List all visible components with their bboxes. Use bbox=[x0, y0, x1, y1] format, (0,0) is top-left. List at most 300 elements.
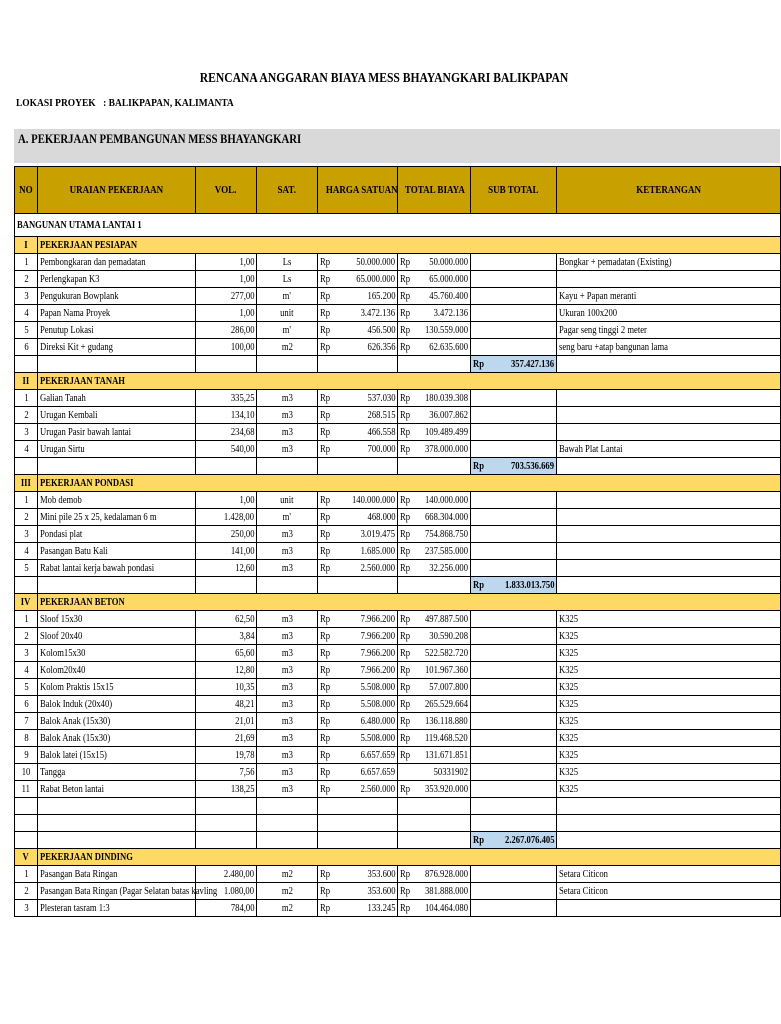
currency-label: Rp bbox=[320, 511, 331, 523]
blank-cell bbox=[398, 798, 471, 815]
item-total-cost bbox=[398, 492, 471, 509]
item-number: 11 bbox=[15, 781, 38, 798]
item-total-cost bbox=[398, 339, 471, 356]
table-row bbox=[15, 866, 781, 883]
subtotal-value: 703.536.669 bbox=[511, 460, 554, 472]
item-total-cost bbox=[398, 764, 471, 781]
table-row bbox=[15, 390, 781, 407]
blank-cell bbox=[318, 458, 398, 475]
currency-label: Rp bbox=[400, 783, 411, 795]
item-unit-price bbox=[318, 424, 398, 441]
currency-label: Rp bbox=[400, 273, 411, 285]
item-total-cost bbox=[398, 866, 471, 883]
item-unit: m' bbox=[257, 509, 318, 526]
item-description: Balok Anak (15x30) bbox=[38, 713, 196, 730]
item-volume: 100,00 bbox=[196, 339, 257, 356]
currency-label: Rp bbox=[400, 885, 411, 897]
item-volume: 250,00 bbox=[196, 526, 257, 543]
currency-label: Rp bbox=[473, 579, 485, 591]
item-subtotal bbox=[471, 696, 557, 713]
currency-label: Rp bbox=[320, 545, 331, 557]
header-volume: VOL. bbox=[196, 167, 257, 214]
item-description: Urugan Sirtu bbox=[38, 441, 196, 458]
blank-cell bbox=[398, 356, 471, 373]
item-unit: m3 bbox=[257, 424, 318, 441]
price-value: 5.508.000 bbox=[360, 732, 395, 744]
item-unit-price bbox=[318, 288, 398, 305]
item-notes bbox=[557, 543, 781, 560]
item-unit-price bbox=[318, 526, 398, 543]
item-subtotal bbox=[471, 866, 557, 883]
item-unit: m3 bbox=[257, 645, 318, 662]
category-label: BANGUNAN UTAMA LANTAI 1 bbox=[15, 214, 781, 237]
item-unit: m3 bbox=[257, 526, 318, 543]
blank-cell bbox=[38, 815, 196, 832]
item-subtotal bbox=[471, 492, 557, 509]
item-description: Sloof 20x40 bbox=[38, 628, 196, 645]
item-number: 10 bbox=[15, 764, 38, 781]
blank-cell bbox=[257, 798, 318, 815]
table-row bbox=[15, 883, 781, 900]
header-subtotal: SUB TOTAL bbox=[471, 167, 557, 214]
currency-label: Rp bbox=[320, 647, 331, 659]
total-value: 265.529.664 bbox=[425, 698, 468, 710]
table-row bbox=[15, 305, 781, 322]
subtotal-row bbox=[15, 577, 781, 594]
item-description: Direksi Kit + gudang bbox=[38, 339, 196, 356]
item-unit: m3 bbox=[257, 611, 318, 628]
item-unit: Ls bbox=[257, 254, 318, 271]
currency-label: Rp bbox=[320, 613, 331, 625]
item-unit-price bbox=[318, 747, 398, 764]
blank-cell bbox=[196, 577, 257, 594]
currency-label: Rp bbox=[473, 358, 485, 370]
currency-label: Rp bbox=[400, 443, 411, 455]
item-description: Kolom Praktis 15x15 bbox=[38, 679, 196, 696]
item-unit: m3 bbox=[257, 764, 318, 781]
blank-row bbox=[15, 815, 781, 832]
item-volume: 2.480,00 bbox=[196, 866, 257, 883]
currency-label: Rp bbox=[400, 732, 411, 744]
item-unit: Ls bbox=[257, 271, 318, 288]
group-title: PEKERJAAN BETON bbox=[38, 594, 781, 611]
price-value: 7.966.200 bbox=[360, 647, 395, 659]
blank-cell bbox=[471, 815, 557, 832]
currency-label: Rp bbox=[320, 256, 331, 268]
item-total-cost bbox=[398, 628, 471, 645]
item-number: 2 bbox=[15, 628, 38, 645]
table-row bbox=[15, 628, 781, 645]
item-number: 9 bbox=[15, 747, 38, 764]
blank-cell bbox=[38, 458, 196, 475]
total-value: 180.039.308 bbox=[425, 392, 468, 404]
group-number: V bbox=[15, 849, 38, 866]
currency-label: Rp bbox=[400, 409, 411, 421]
table-row bbox=[15, 339, 781, 356]
blank-cell bbox=[398, 815, 471, 832]
blank-cell bbox=[196, 458, 257, 475]
total-value: 353.920.000 bbox=[425, 783, 468, 795]
blank-cell bbox=[318, 356, 398, 373]
blank-cell bbox=[196, 815, 257, 832]
item-unit: m3 bbox=[257, 441, 318, 458]
item-description: Urugan Kembali bbox=[38, 407, 196, 424]
item-volume: 1,00 bbox=[196, 305, 257, 322]
blank-cell bbox=[257, 832, 318, 849]
group-header-row bbox=[15, 475, 781, 492]
currency-label: Rp bbox=[400, 749, 411, 761]
item-volume: 12,60 bbox=[196, 560, 257, 577]
currency-label: Rp bbox=[320, 868, 331, 880]
item-total-cost bbox=[398, 322, 471, 339]
item-unit-price bbox=[318, 866, 398, 883]
category-row bbox=[15, 214, 781, 237]
blank-cell bbox=[196, 832, 257, 849]
total-value: 136.118.880 bbox=[425, 715, 468, 727]
blank-cell bbox=[557, 458, 781, 475]
item-description: Pengukuran Bowplank bbox=[38, 288, 196, 305]
currency-label: Rp bbox=[320, 409, 331, 421]
item-volume: 12,80 bbox=[196, 662, 257, 679]
price-value: 165.200 bbox=[367, 290, 395, 302]
item-subtotal bbox=[471, 339, 557, 356]
blank-cell bbox=[257, 815, 318, 832]
item-number: 4 bbox=[15, 662, 38, 679]
price-value: 2.560.000 bbox=[360, 783, 395, 795]
currency-label: Rp bbox=[400, 647, 411, 659]
item-notes bbox=[557, 424, 781, 441]
item-notes: K325 bbox=[557, 662, 781, 679]
blank-cell bbox=[15, 798, 38, 815]
item-volume: 19,78 bbox=[196, 747, 257, 764]
total-value: 754.868.750 bbox=[425, 528, 468, 540]
item-subtotal bbox=[471, 271, 557, 288]
item-volume: 335,25 bbox=[196, 390, 257, 407]
item-unit: m3 bbox=[257, 662, 318, 679]
item-description: Pasangan Bata Ringan bbox=[38, 866, 196, 883]
item-number: 4 bbox=[15, 543, 38, 560]
header-unit-price: HARGA SATUAN bbox=[318, 167, 398, 214]
table-row bbox=[15, 271, 781, 288]
blank-cell bbox=[557, 815, 781, 832]
currency-label: Rp bbox=[400, 562, 411, 574]
header-description: URAIAN PEKERJAAN bbox=[38, 167, 196, 214]
item-notes: K325 bbox=[557, 611, 781, 628]
item-subtotal bbox=[471, 747, 557, 764]
item-number: 3 bbox=[15, 900, 38, 917]
group-number: I bbox=[15, 237, 38, 254]
item-notes bbox=[557, 560, 781, 577]
table-row bbox=[15, 713, 781, 730]
item-unit-price bbox=[318, 254, 398, 271]
item-volume: 21,69 bbox=[196, 730, 257, 747]
blank-cell bbox=[471, 798, 557, 815]
price-value: 7.966.200 bbox=[360, 664, 395, 676]
item-subtotal bbox=[471, 390, 557, 407]
price-value: 268.515 bbox=[367, 409, 395, 421]
header-notes: KETERANGAN bbox=[557, 167, 781, 214]
item-notes: Bawah Plat Lantai bbox=[557, 441, 781, 458]
subtotal-value: 1.833.013.750 bbox=[504, 579, 554, 591]
item-total-cost bbox=[398, 611, 471, 628]
price-value: 468.000 bbox=[367, 511, 395, 523]
item-unit-price bbox=[318, 611, 398, 628]
item-number: 1 bbox=[15, 611, 38, 628]
item-description: Mini pile 25 x 25, kedalaman 6 m bbox=[38, 509, 196, 526]
item-description: Pasangan Batu Kali bbox=[38, 543, 196, 560]
blank-cell bbox=[318, 798, 398, 815]
item-subtotal bbox=[471, 645, 557, 662]
blank-cell bbox=[15, 577, 38, 594]
item-unit-price bbox=[318, 441, 398, 458]
currency-label: Rp bbox=[400, 681, 411, 693]
price-value: 626.356 bbox=[367, 341, 395, 353]
currency-label: Rp bbox=[320, 783, 331, 795]
item-number: 4 bbox=[15, 441, 38, 458]
item-notes bbox=[557, 509, 781, 526]
price-value: 6.480.000 bbox=[360, 715, 395, 727]
currency-label: Rp bbox=[400, 494, 411, 506]
item-unit-price bbox=[318, 662, 398, 679]
item-number: 2 bbox=[15, 883, 38, 900]
total-value: 45.760.400 bbox=[429, 290, 468, 302]
item-volume: 48,21 bbox=[196, 696, 257, 713]
item-volume: 1.080,00 bbox=[196, 883, 257, 900]
item-volume: 1,00 bbox=[196, 254, 257, 271]
item-description: Galian Tanah bbox=[38, 390, 196, 407]
item-number: 1 bbox=[15, 254, 38, 271]
item-total-cost bbox=[398, 713, 471, 730]
item-notes: K325 bbox=[557, 645, 781, 662]
blank-cell bbox=[38, 577, 196, 594]
currency-label: Rp bbox=[400, 426, 411, 438]
item-number: 1 bbox=[15, 390, 38, 407]
item-unit: m2 bbox=[257, 866, 318, 883]
item-description: Urugan Pasir bawah lantai bbox=[38, 424, 196, 441]
price-value: 353.600 bbox=[367, 868, 395, 880]
total-value: 522.582.720 bbox=[425, 647, 468, 659]
table-row bbox=[15, 764, 781, 781]
blank-cell bbox=[557, 356, 781, 373]
item-notes bbox=[557, 390, 781, 407]
item-unit: unit bbox=[257, 305, 318, 322]
item-description: Pembongkaran dan pemadatan bbox=[38, 254, 196, 271]
currency-label: Rp bbox=[400, 715, 411, 727]
item-notes: K325 bbox=[557, 747, 781, 764]
item-unit-price bbox=[318, 764, 398, 781]
item-number: 1 bbox=[15, 866, 38, 883]
item-number: 3 bbox=[15, 288, 38, 305]
item-unit: m3 bbox=[257, 696, 318, 713]
item-total-cost bbox=[398, 645, 471, 662]
item-unit: unit bbox=[257, 492, 318, 509]
item-number: 2 bbox=[15, 509, 38, 526]
item-description: Sloof 15x30 bbox=[38, 611, 196, 628]
item-notes: Bongkar + pemadatan (Existing) bbox=[557, 254, 781, 271]
item-volume: 1.428,00 bbox=[196, 509, 257, 526]
item-subtotal bbox=[471, 441, 557, 458]
item-unit-price bbox=[318, 883, 398, 900]
item-total-cost bbox=[398, 730, 471, 747]
item-number: 1 bbox=[15, 492, 38, 509]
item-total-cost bbox=[398, 883, 471, 900]
currency-label: Rp bbox=[400, 545, 411, 557]
item-notes: Setara Citicon bbox=[557, 883, 781, 900]
item-unit: m3 bbox=[257, 628, 318, 645]
item-total-cost bbox=[398, 407, 471, 424]
total-value: 50331902 bbox=[433, 766, 468, 778]
item-unit-price bbox=[318, 781, 398, 798]
item-description: Pasangan Bata Ringan (Pagar Selatan batas kavling bbox=[38, 883, 196, 900]
item-subtotal bbox=[471, 288, 557, 305]
item-subtotal bbox=[471, 611, 557, 628]
currency-label: Rp bbox=[473, 460, 485, 472]
group-number: II bbox=[15, 373, 38, 390]
item-volume: 65,60 bbox=[196, 645, 257, 662]
table-row bbox=[15, 747, 781, 764]
price-value: 2.560.000 bbox=[360, 562, 395, 574]
item-subtotal bbox=[471, 424, 557, 441]
blank-cell bbox=[557, 798, 781, 815]
cost-table bbox=[14, 166, 781, 917]
item-subtotal bbox=[471, 322, 557, 339]
subtotal-row bbox=[15, 356, 781, 373]
total-value: 131.671.851 bbox=[425, 749, 468, 761]
price-value: 6.657.659 bbox=[360, 749, 395, 761]
header-no: NO bbox=[15, 167, 38, 214]
price-value: 50.000.000 bbox=[356, 256, 395, 268]
item-volume: 62,50 bbox=[196, 611, 257, 628]
item-volume: 10,35 bbox=[196, 679, 257, 696]
item-total-cost bbox=[398, 560, 471, 577]
price-value: 7.966.200 bbox=[360, 630, 395, 642]
currency-label: Rp bbox=[320, 885, 331, 897]
blank-cell bbox=[557, 832, 781, 849]
group-title: PEKERJAAN TANAH bbox=[38, 373, 781, 390]
item-unit-price bbox=[318, 543, 398, 560]
item-notes: Kayu + Papan meranti bbox=[557, 288, 781, 305]
location-label: LOKASI PROYEK bbox=[16, 97, 96, 109]
item-description: Balok Induk (20x40) bbox=[38, 696, 196, 713]
subtotal-row bbox=[15, 832, 781, 849]
item-unit: m3 bbox=[257, 730, 318, 747]
price-value: 700.000 bbox=[367, 443, 395, 455]
table-row bbox=[15, 645, 781, 662]
item-description: Kolom20x40 bbox=[38, 662, 196, 679]
blank-row bbox=[15, 798, 781, 815]
total-value: 101.967.360 bbox=[425, 664, 468, 676]
item-subtotal bbox=[471, 713, 557, 730]
item-unit-price bbox=[318, 713, 398, 730]
currency-label: Rp bbox=[400, 664, 411, 676]
blank-cell bbox=[257, 458, 318, 475]
table-header-row bbox=[15, 167, 781, 214]
item-volume: 277,00 bbox=[196, 288, 257, 305]
item-volume: 134,10 bbox=[196, 407, 257, 424]
item-description: Perlengkapan K3 bbox=[38, 271, 196, 288]
item-volume: 286,00 bbox=[196, 322, 257, 339]
table-row bbox=[15, 492, 781, 509]
currency-label: Rp bbox=[320, 664, 331, 676]
total-value: 3.472.136 bbox=[433, 307, 468, 319]
currency-label: Rp bbox=[320, 307, 331, 319]
item-total-cost bbox=[398, 288, 471, 305]
item-unit: m3 bbox=[257, 781, 318, 798]
table-row bbox=[15, 526, 781, 543]
item-unit-price bbox=[318, 645, 398, 662]
item-description: Plesteran tasram 1:3 bbox=[38, 900, 196, 917]
item-total-cost bbox=[398, 424, 471, 441]
item-unit: m' bbox=[257, 322, 318, 339]
table-row bbox=[15, 441, 781, 458]
item-total-cost bbox=[398, 441, 471, 458]
table-row bbox=[15, 730, 781, 747]
total-value: 109.489.499 bbox=[425, 426, 468, 438]
currency-label: Rp bbox=[320, 630, 331, 642]
cost-table-body bbox=[15, 167, 781, 917]
item-notes: K325 bbox=[557, 696, 781, 713]
item-number: 6 bbox=[15, 339, 38, 356]
item-unit-price bbox=[318, 900, 398, 917]
group-number: III bbox=[15, 475, 38, 492]
item-notes: K325 bbox=[557, 730, 781, 747]
currency-label: Rp bbox=[320, 273, 331, 285]
group-title: PEKERJAAN PESIAPAN bbox=[38, 237, 781, 254]
item-volume: 138,25 bbox=[196, 781, 257, 798]
group-title: PEKERJAAN PONDASI bbox=[38, 475, 781, 492]
table-row bbox=[15, 407, 781, 424]
item-volume: 21,01 bbox=[196, 713, 257, 730]
currency-label: Rp bbox=[320, 749, 331, 761]
item-number: 2 bbox=[15, 407, 38, 424]
item-total-cost bbox=[398, 662, 471, 679]
total-value: 57.007.800 bbox=[429, 681, 468, 693]
item-total-cost bbox=[398, 305, 471, 322]
table-row bbox=[15, 679, 781, 696]
blank-cell bbox=[15, 356, 38, 373]
currency-label: Rp bbox=[400, 613, 411, 625]
group-header-row bbox=[15, 237, 781, 254]
item-unit: m3 bbox=[257, 679, 318, 696]
currency-label: Rp bbox=[320, 698, 331, 710]
currency-label: Rp bbox=[400, 528, 411, 540]
currency-label: Rp bbox=[320, 528, 331, 540]
header-total-cost: TOTAL BIAYA bbox=[398, 167, 471, 214]
item-unit: m3 bbox=[257, 407, 318, 424]
group-title: PEKERJAAN DINDING bbox=[38, 849, 781, 866]
item-total-cost bbox=[398, 526, 471, 543]
currency-label: Rp bbox=[320, 494, 331, 506]
item-unit-price bbox=[318, 339, 398, 356]
blank-cell bbox=[38, 798, 196, 815]
item-unit-price bbox=[318, 679, 398, 696]
section-title: A. PEKERJAAN PEMBANGUNAN MESS BHAYANGKARI bbox=[18, 132, 302, 146]
table-row bbox=[15, 254, 781, 271]
item-number: 3 bbox=[15, 526, 38, 543]
location-value: : BALIKPAPAN, KALIMANTA bbox=[103, 97, 234, 109]
price-value: 3.472.136 bbox=[360, 307, 395, 319]
price-value: 65.000.000 bbox=[356, 273, 395, 285]
item-notes bbox=[557, 407, 781, 424]
item-notes bbox=[557, 271, 781, 288]
blank-cell bbox=[196, 356, 257, 373]
item-number: 8 bbox=[15, 730, 38, 747]
blank-cell bbox=[38, 832, 196, 849]
blank-cell bbox=[398, 832, 471, 849]
item-description: Mob demob bbox=[38, 492, 196, 509]
blank-cell bbox=[398, 458, 471, 475]
item-total-cost bbox=[398, 747, 471, 764]
